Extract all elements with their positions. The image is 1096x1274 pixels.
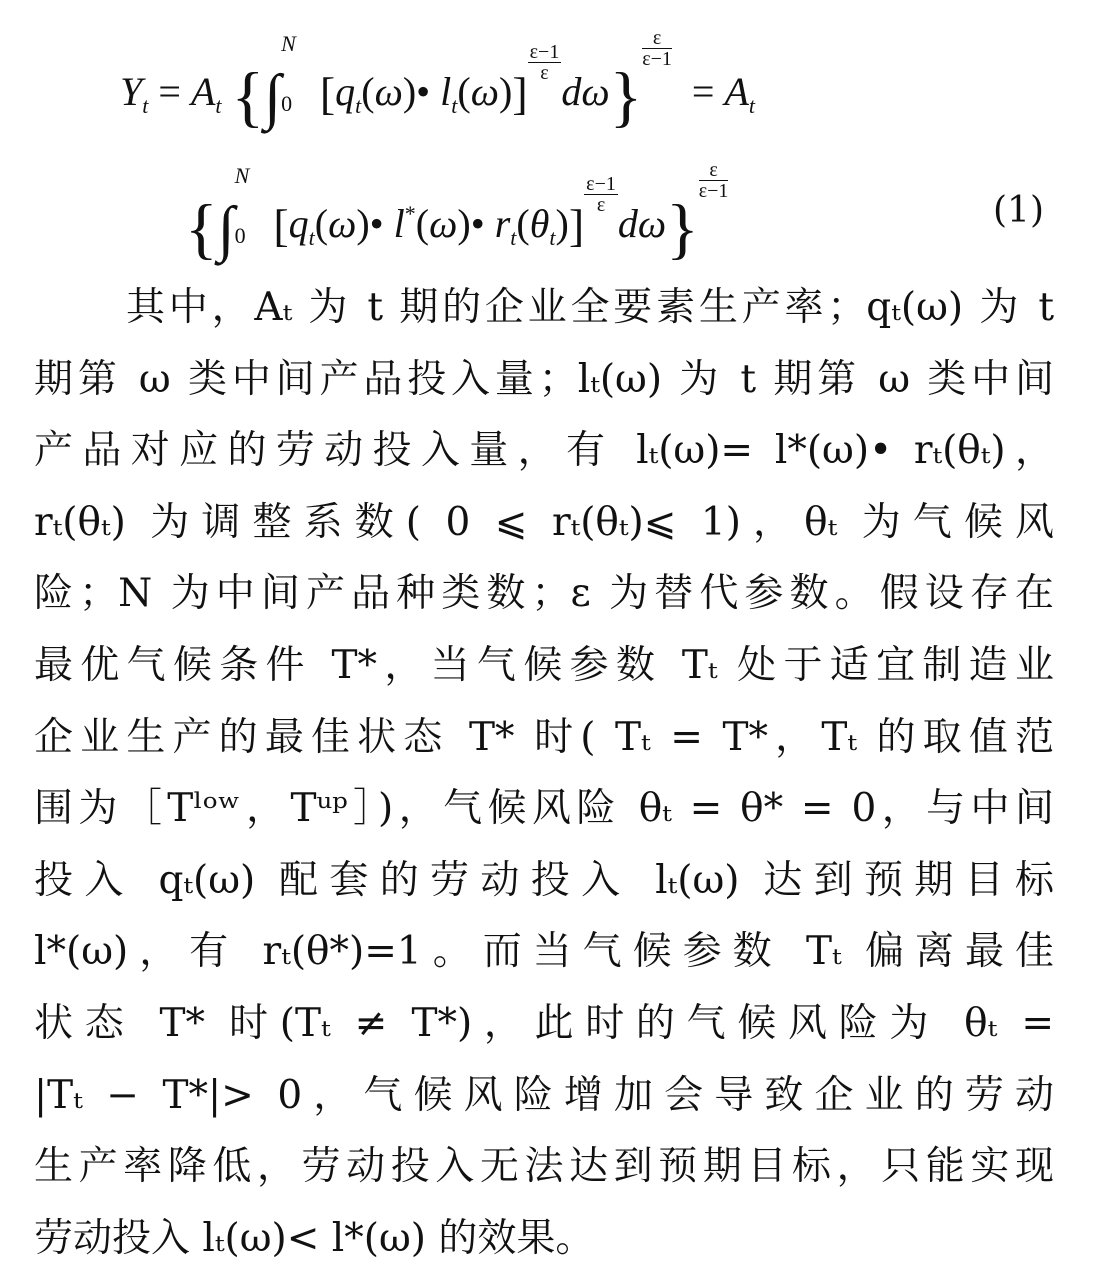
paragraph-line: 状态 T* 时(Tₜ ≠ T*)，此时的气候风险为 θₜ =: [34, 1000, 1054, 1046]
paragraph-line: 期第 ω 类中间产品投入量；lₜ(ω) 为 t 期第 ω 类中间: [34, 356, 1054, 402]
paragraph-line: 险；N 为中间产品种类数；ε 为替代参数。假设存在: [34, 571, 1054, 617]
paragraph-line: 其中，Aₜ 为 t 期的企业全要素生产率；qₜ(ω) 为 t: [126, 285, 1054, 330]
paragraph-line: l*(ω)，有 rₜ(θ*)=1。而当气候参数 Tₜ 偏离最佳: [34, 929, 1054, 975]
equation-number: (1): [993, 190, 1044, 231]
paragraph-line: 企业生产的最佳状态 T* 时( Tₜ = T*，Tₜ 的取值范: [34, 714, 1054, 760]
body-paragraph: [34, 272, 1054, 1274]
paragraph-line: 围为［Tˡᵒʷ，Tᵘᵖ］)，气候风险 θₜ = θ* = 0，与中间: [34, 786, 1054, 832]
paragraph-line: 生产率降低，劳动投入无法达到预期目标，只能实现: [34, 1144, 1054, 1190]
paragraph-line: rₜ(θₜ) 为调整系数( 0 ⩽ rₜ(θₜ)⩽ 1)，θₜ 为气候风: [34, 499, 1054, 545]
paragraph-line: 劳动投入 lₜ(ω)< l*(ω) 的效果。: [34, 1215, 595, 1261]
equation-line-2: {∫ N 0 [$q_t(\omega)•$ l*(ω)• $r_t(\theta_t)$] $\frac{\varepsilon-1}{\varepsilon}$ dω} $\frac{\varepsilon}{\varepsilon-1}$: [185, 159, 729, 266]
equation-line-1: $Y_t = A_t$ {∫ N 0 [$q_t(\omega)•$ $l_t(\omega)$] $\frac{\varepsilon-1}{\varepsilon}$ dω} $\frac{\varepsilon}{\varepsilon-1}$ = $A_t$: [120, 27, 756, 134]
paragraph-line: 最优气候条件 T*，当气候参数 Tₜ 处于适宜制造业: [34, 642, 1054, 688]
paragraph-line: |Tₜ − T*|> 0，气候风险增加会导致企业的劳动: [34, 1072, 1054, 1118]
paragraph-line: 产品对应的劳动投入量，有 lₜ(ω)= l*(ω)• rₜ(θₜ)，: [34, 428, 1054, 474]
paragraph-line: 投入 qₜ(ω) 配套的劳动投入 lₜ(ω) 达到预期目标: [34, 857, 1054, 903]
